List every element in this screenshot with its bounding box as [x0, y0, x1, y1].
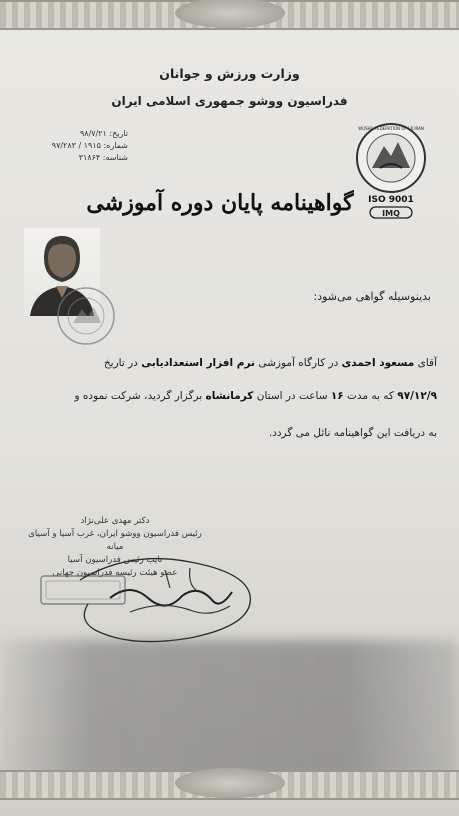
- workshop-phrase: در کارگاه آموزشی: [258, 357, 339, 369]
- body-line-3: به دریافت این گواهینامه نائل می گردد.: [268, 427, 437, 439]
- signatory-name: دکتر مهدی علی‌نژاد: [80, 516, 150, 526]
- certification-intro: بدینوسیله گواهی می‌شود:: [313, 290, 431, 303]
- top-decorative-border: [0, 0, 459, 30]
- federation-heading: فدراسیون ووشو جمهوری اسلامی ایران: [111, 94, 348, 108]
- photo-seal-stamp: [55, 285, 117, 347]
- certificate-title: گواهینامه پایان دوره آموزشی: [86, 190, 354, 216]
- title-prefix: آقای: [417, 357, 437, 369]
- date-prefix: در تاریخ: [103, 357, 138, 369]
- ministry-heading: وزارت ورزش و جوانان: [159, 66, 300, 81]
- bottom-decorative-border: [0, 770, 459, 800]
- top-border-emblem: [175, 0, 285, 28]
- body-line-1: [104, 357, 437, 369]
- signatory-role-3: عضو هیئت رئیسه فدراسیون جهانی: [52, 568, 178, 578]
- meta-date: تاریخ: ۹۸/۷/۲۱: [79, 129, 128, 138]
- holder-name: مسعود احمدی: [341, 357, 415, 369]
- logo-text: WUSHU FEDERATION OF I.R.IRAN: [358, 126, 424, 131]
- imq-label: IMQ: [382, 209, 400, 218]
- course-date: ۹۷/۱۲/۹: [397, 390, 437, 402]
- meta-id: شناسه: ۳۱۸۶۴: [78, 153, 128, 162]
- iso-label: ISO 9001: [368, 195, 414, 205]
- handwritten-signature: [70, 540, 270, 650]
- meta-number: شماره: ۱۹۱۵ / ۹۷/۲۸۳: [51, 141, 128, 150]
- participation-phrase: برگزار گردید، شرکت نموده و: [74, 390, 203, 402]
- duration-prefix: که به مدت: [347, 390, 394, 402]
- document-meta: [18, 128, 128, 164]
- federation-logo: [350, 120, 432, 220]
- photo-shadow-overlay: [0, 640, 459, 780]
- signatory-role-2: نایب رئیس فدراسیون آسیا: [67, 555, 163, 565]
- course-name: نرم افزار استعدادیابی: [141, 357, 255, 369]
- body-line-2: [74, 390, 437, 402]
- course-hours: ۱۶: [330, 390, 344, 402]
- province-prefix: ساعت در استان: [256, 390, 328, 402]
- province-name: کرمانشاه: [205, 390, 254, 402]
- bottom-border-emblem: [175, 768, 285, 798]
- signatory-role-1: رئیس فدراسیون ووشو ایران، غرب آسیا و آسیای میانه: [28, 529, 202, 552]
